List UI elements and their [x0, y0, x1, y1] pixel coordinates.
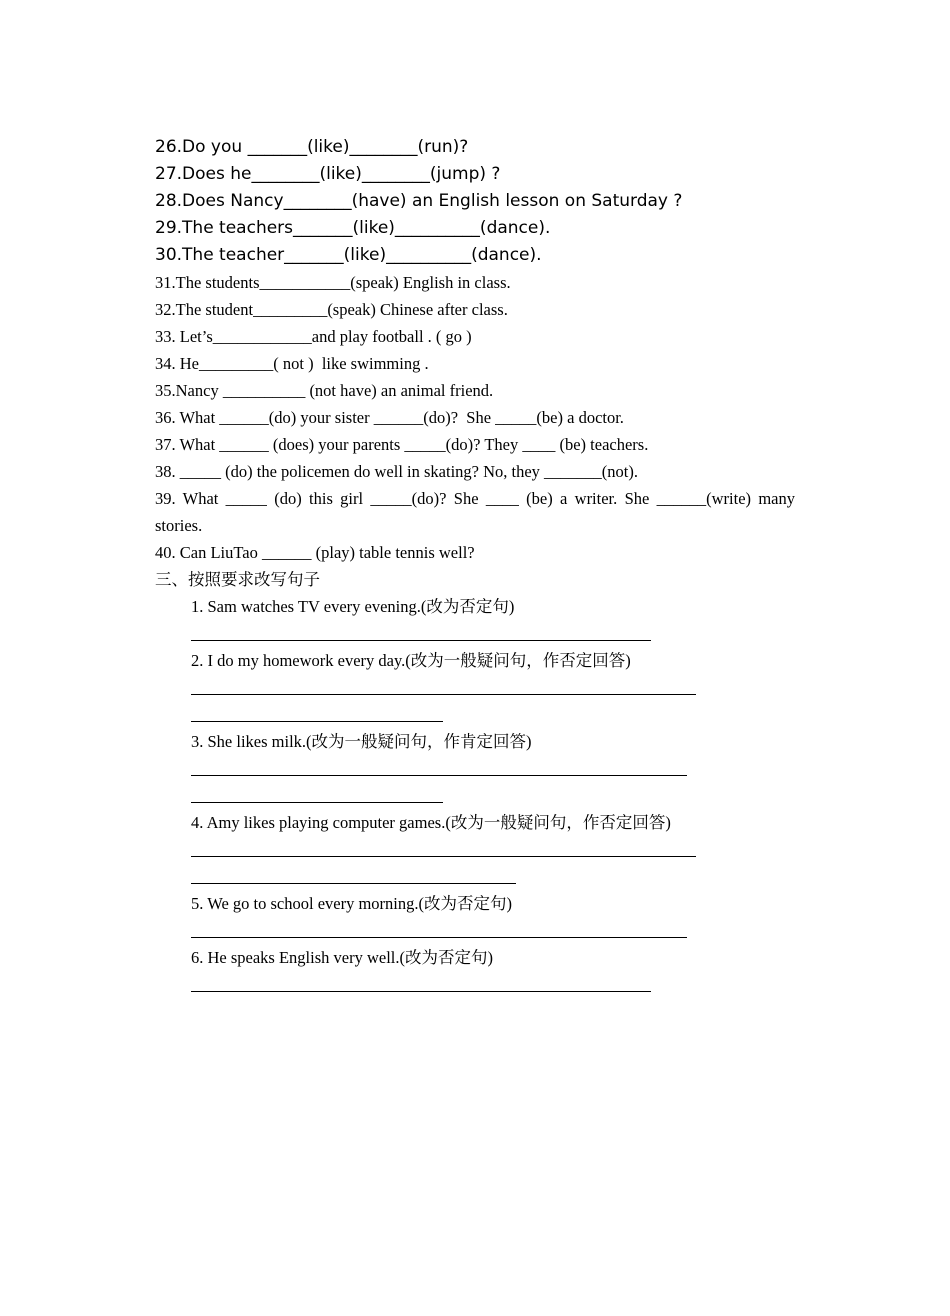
question-34: 34. He_________( not ) like swimming .: [155, 354, 429, 373]
worksheet-page: [155, 134, 795, 998]
answer-line[interactable]: [191, 674, 795, 701]
task-prompt: 4. Amy likes playing computer games.(改为一般疑问句，作否定回答): [191, 813, 671, 832]
question-31: 31.The students___________(speak) English in class.: [155, 273, 511, 292]
question-38: 38. _____ (do) the policemen do well in skating? No, they _______(not).: [155, 462, 638, 481]
question-39: 39. What _____ (do) this girl _____(do)? She ____ (be) a writer. She ______(write) many stories.: [155, 489, 795, 535]
question-40: 40. Can LiuTao ______ (play) table tennis well?: [155, 543, 475, 562]
answer-line[interactable]: [191, 836, 795, 863]
rewrite-task-2: [155, 647, 795, 728]
question-32: 32.The student_________(speak) Chinese after class.: [155, 300, 508, 319]
section-heading: 三、按照要求改写句子: [155, 570, 320, 589]
question-30: 30.The teacher_______(like)__________(dance).: [155, 245, 542, 265]
answer-line[interactable]: [191, 863, 795, 890]
question-35: 35.Nancy __________ (not have) an animal friend.: [155, 381, 494, 400]
task-prompt: 6. He speaks English very well.(改为否定句): [191, 948, 493, 967]
rewrite-task-5: [155, 890, 795, 944]
answer-line[interactable]: [191, 917, 795, 944]
answer-line[interactable]: [191, 620, 795, 647]
answer-line[interactable]: [191, 782, 795, 809]
question-36: 36. What ______(do) your sister ______(do)? She _____(be) a doctor.: [155, 408, 624, 427]
rewrite-task-6: [155, 944, 795, 998]
task-prompt: 2. I do my homework every day.(改为一般疑问句，作否定回答): [191, 651, 631, 670]
rewrite-task-3: [155, 728, 795, 809]
task-prompt: 3. She likes milk.(改为一般疑问句，作肯定回答): [191, 732, 532, 751]
question-33: 33. Let’s____________and play football . ( go ): [155, 327, 472, 346]
task-prompt: 1. Sam watches TV every evening.(改为否定句): [191, 597, 515, 616]
question-26: 26.Do you _______(like)________(run)?: [155, 137, 469, 157]
rewrite-task-4: [155, 809, 795, 890]
answer-line[interactable]: [191, 701, 795, 728]
rewrite-task-1: [155, 593, 795, 647]
question-29: 29.The teachers_______(like)__________(dance).: [155, 218, 551, 238]
task-prompt: 5. We go to school every morning.(改为否定句): [191, 894, 512, 913]
answer-line[interactable]: [191, 755, 795, 782]
question-27: 27.Does he________(like)________(jump) ?: [155, 164, 501, 184]
answer-line[interactable]: [191, 971, 795, 998]
question-28: 28.Does Nancy________(have) an English lesson on Saturday ?: [155, 191, 683, 211]
question-37: 37. What ______ (does) your parents _____(do)? They ____ (be) teachers.: [155, 435, 649, 454]
